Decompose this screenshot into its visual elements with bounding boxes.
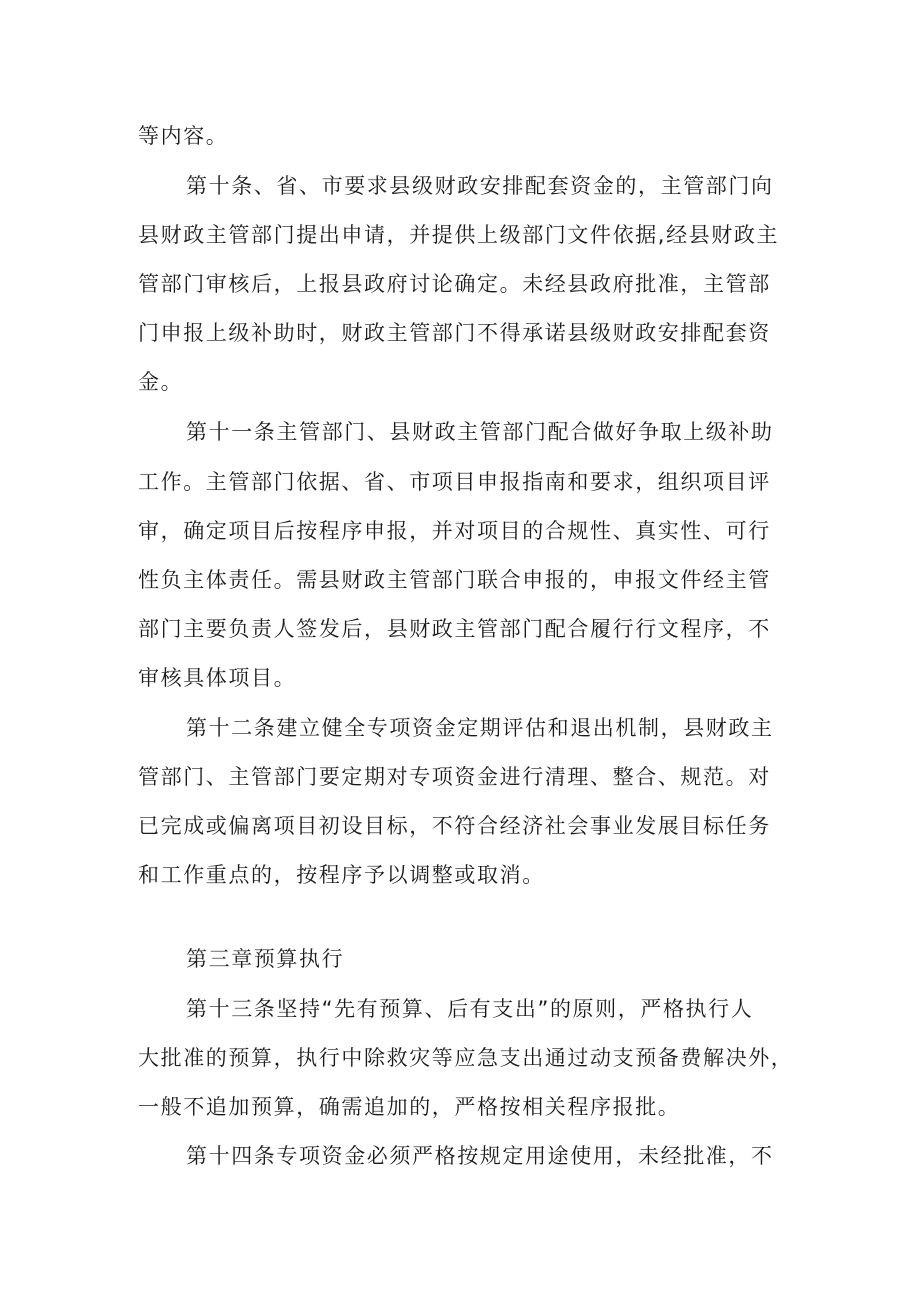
text-line: 部门主要负责人签发后，县财政主管部门配合履行行文程序，不 [138, 617, 771, 641]
text-line: 性负主体责任。需县财政主管部门联合申报的，申报文件经主管 [138, 568, 771, 592]
article-10-heading-line: 第十条、省、市要求县级财政安排配套资金的，主管部门向 [186, 174, 774, 198]
text-line: 已完成或偏离项目初设目标，不符合经济社会事业发展目标任务 [138, 814, 771, 838]
text-line: 工作。主管部门依据、省、市项目申报指南和要求，组织项目评 [138, 470, 771, 494]
text-line: 管部门、主管部门要定期对专项资金进行清理、整合、规范。对 [138, 765, 771, 789]
text-line: 金。 [138, 370, 184, 394]
text-line: 管部门审核后，上报县政府讨论确定。未经县政府批准，主管部 [138, 272, 771, 296]
text-line: 等内容。 [138, 124, 229, 148]
article-12-heading-line: 第十二条建立健全专项资金定期评估和退出机制，县财政主 [186, 716, 774, 740]
article-13-heading-line: 第十三条坚持“先有预算、后有支出”的原则，严格执行人 [186, 997, 754, 1021]
text-line: 审，确定项目后按程序申报，并对项目的合规性、真实性、可行 [138, 519, 771, 543]
article-14-heading-line: 第十四条专项资金必须严格按规定用途使用，未经批准，不 [186, 1144, 774, 1168]
text-line: 审核具体项目。 [138, 666, 297, 690]
article-11-heading-line: 第十一条主管部门、县财政主管部门配合做好争取上级补助 [186, 420, 774, 444]
text-line: 县财政主管部门提出申请，并提供上级部门文件依据,经县财政主 [138, 223, 780, 247]
text-line: 门申报上级补助时，财政主管部门不得承诺县级财政安排配套资 [138, 321, 771, 345]
text-line: 大批准的预算，执行中除救灾等应急支出通过动支预备费解决外， [138, 1046, 794, 1070]
text-line: 一般不追加预算，确需追加的，严格按相关程序报批。 [138, 1095, 681, 1119]
text-line: 和工作重点的，按程序予以调整或取消。 [138, 863, 545, 887]
chapter-heading: 第三章预算执行 [186, 947, 345, 971]
